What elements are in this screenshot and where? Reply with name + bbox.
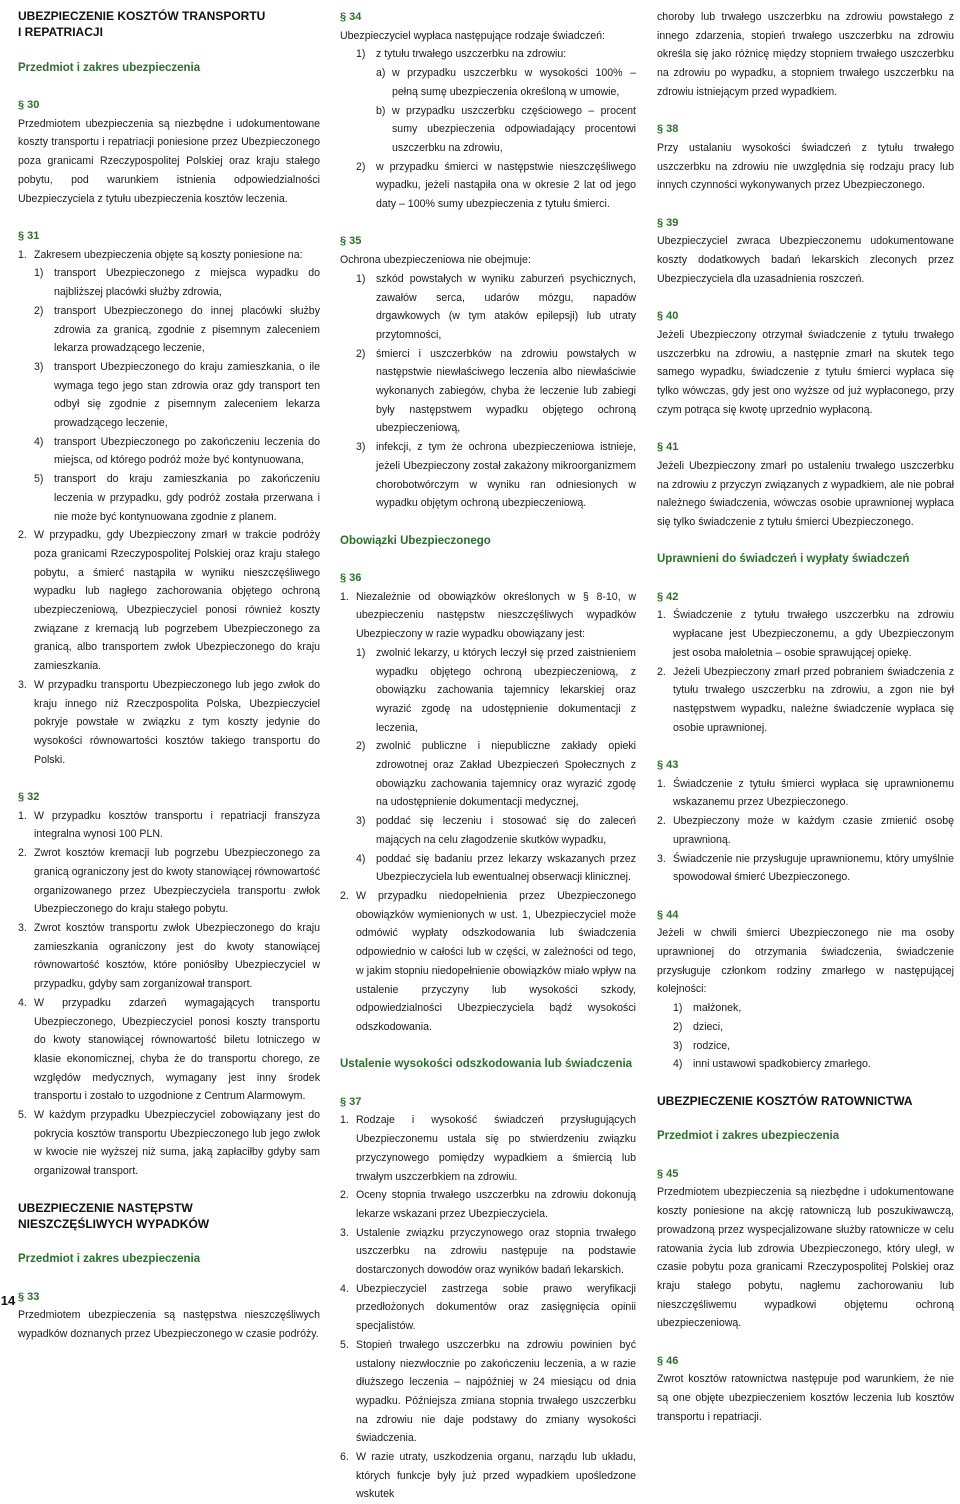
list-item-text: Niezależnie od obowiązków określonych w § 8-10, w ubezpieczeniu następstw nieszczęśliwych wypadków Ubezpieczony w razie wypadku obowiązany jest: xyxy=(356,590,636,641)
list-item xyxy=(18,526,320,676)
list-item-marker: 3) xyxy=(673,1039,683,1052)
spacer xyxy=(657,1146,954,1165)
spacer xyxy=(340,513,636,532)
spacer xyxy=(657,419,954,438)
list-item-text: Świadczenie z tytułu trwałego uszczerbku na zdrowiu wypłacane jest Ubezpieczonemu, a gdy Ubezpieczonym jest osoba małoletnia – osobie sprawującej opiekę. xyxy=(673,609,954,659)
list-item xyxy=(673,1018,954,1037)
paragraph: Jeżeli Ubezpieczony zmarł po ustaleniu trwałego uszczerbku na zdrowiu z przyczyn związanych z wypadkiem, ale nie pobrał należnego świadczenia, wówczas osobie uprawnionej wypłaca się tylko świadczenie z tytułu śmierci Ubezpieczonego. xyxy=(657,459,954,528)
paragraph: Ochrona ubezpieczeniowa nie obejmuje: xyxy=(340,254,531,267)
paragraph: Jeżeli Ubezpieczony otrzymał świadczenie z tytułu trwałego uszczerbku na zdrowiu, a następnie zmarł na skutek tego samego wypadku, świadczenie z tytułu śmierci wypłaca się tylko wówczas, gdy jest ono wyższe od już wypłaconego, przy czym potrąca się kwotę uprzednio wypłaconą. xyxy=(657,328,954,416)
column-middle xyxy=(340,8,636,1504)
list-item xyxy=(356,737,636,812)
list-item xyxy=(356,158,636,214)
list-item-marker: 4) xyxy=(673,1058,683,1071)
list-item xyxy=(340,1448,636,1504)
list-item xyxy=(34,470,320,526)
list-item-text: Jeżeli Ubezpieczony zmarł przed pobraniem świadczenia z tytułu trwałego uszczerbku na zdrowiu, a zgon nie był następstwem wypadku, należne świadczenie wypłaca się osobie uprawnionej. xyxy=(673,665,954,734)
page-number: 14 xyxy=(0,1293,16,1308)
list-item-marker: 1) xyxy=(673,1002,683,1015)
subsection-heading: Uprawnieni do świadczeń i wypłaty świadczeń xyxy=(657,553,910,566)
list-item-text: w przypadku uszczerbku w wysokości 100% – pełną sumę ubezpieczenia określoną w umowie, xyxy=(392,67,636,98)
list-item-text: Świadczenie nie przysługuje uprawnionemu, który umyślnie spowodował śmierć Ubezpieczonego. xyxy=(673,852,954,884)
spacer xyxy=(657,1109,954,1128)
list-item-text: Ustalenie związku przyczynowego oraz stopnia trwałego uszczerbku na zdrowiu następuje na podstawie dostarczonych dowodów oraz wyników badań lekarskich. xyxy=(356,1226,636,1277)
list-item xyxy=(356,438,636,513)
list-item xyxy=(340,588,636,644)
list-item xyxy=(340,1186,636,1223)
list-item-text: W przypadku niedopełnienia przez Ubezpieczonego obowiązków wymienionych w ust. 1, Ubezpieczyciel może odmówić wypłaty odszkodowania lub świadczenia odpowiednio w całości lub w części, w zależności od tego, w jakim stopniu niedopełnienie obowiązków miało wpływ na ustalenie przyczyny lub wysokości szkody, odpowiedzialności Ubezpieczyciela bądź wysokości odszkodowania. xyxy=(356,890,636,1033)
spacer xyxy=(657,1074,954,1093)
list-item-marker: 6. xyxy=(340,1451,349,1464)
list-item-marker: 2) xyxy=(34,304,44,317)
section-number: § 34 xyxy=(340,11,362,23)
list-item xyxy=(340,1280,636,1336)
spacer xyxy=(18,77,320,96)
subsection-heading: Przedmiot i zakres ubezpieczenia xyxy=(657,1130,840,1143)
list-item-marker: 2. xyxy=(18,847,27,860)
chapter-heading: I REPATRIACJI xyxy=(18,25,103,39)
list-item-text: Oceny stopnia trwałego uszczerbku na zdrowiu dokonują lekarze wskazani przez Ubezpieczyciela. xyxy=(356,1189,636,1220)
column-left xyxy=(18,8,320,1344)
list-item-text: transport Ubezpieczonego do innej placówki służby zdrowia za granicą, zgodnie z pisemnym zaleceniem lekarza prowadzącego leczenie, xyxy=(54,304,320,355)
list-item-text: W przypadku transportu Ubezpieczonego lub jego zwłok do kraju innego niż Rzeczpospolita Polska, Ubezpieczyciel pokryje powstałe w związku z tym koszty jedynie do wysokości równowartości kosztów takiego transportu do Polski. xyxy=(34,678,320,766)
list-item-marker: 4. xyxy=(18,996,27,1009)
list-item-text: zwolnić publiczne i niepubliczne zakłady opieki zdrowotnej oraz Zakład Ubezpieczeń Społecznych z obowiązku zachowania tajemnicy oraz wyrazić zgodę na udostępnienie dokumentacji medycznej, xyxy=(376,740,636,809)
section-number: § 33 xyxy=(18,1290,40,1303)
list-item-marker: 2. xyxy=(340,1189,349,1202)
list-item-text: W przypadku kosztów transportu i repatriacji franszyza integralna wynosi 100 PLN. xyxy=(34,809,320,841)
list-item-marker: 1. xyxy=(18,809,27,822)
list-item-marker: 1. xyxy=(340,590,349,603)
list-item-text: transport Ubezpieczonego do kraju zamieszkania, o ile wymaga tego jego stan zdrowia oraz gdy transport ten odbył się zgodnie z pisemnym zaleceniem lekarza prowadzącego leczenie, xyxy=(54,360,320,430)
section-number: § 42 xyxy=(657,590,679,603)
list-item-marker: 1) xyxy=(34,267,44,280)
section-number: § 46 xyxy=(657,1354,679,1367)
list-item xyxy=(340,887,636,1037)
list-item-text: poddać się leczeniu i stosować się do zaleceń mających na celu złagodzenie skutków wypadku, xyxy=(376,815,636,846)
chapter-heading: UBEZPIECZENIE NASTĘPSTW xyxy=(18,1200,193,1215)
subsection-heading: Obowiązki Ubezpieczonego xyxy=(340,534,491,547)
paragraph: Przedmiotem ubezpieczenia są niezbędne i udokumentowane koszty poniesione na akcję ratowniczą lub poszukiwawczą, prowadzoną przez wyspecjalizowane służby ratownicze w celu ratowania życia lub zdrowia Ubezpieczonego, który uległ, w czasie pobytu poza granicami Rzeczypospolitej Polskiej oraz kraju stałego pobytu, nagłemu zachorowaniu lub nieszczęśliwemu wypadkowi objętemu ochroną ubezpieczeniową. xyxy=(657,1186,954,1330)
list-item-text: infekcji, z tym że ochrona ubezpieczeniowa istnieje, jeżeli Ubezpieczony został zakażony mikroorganizmem chorobotwórczym w wyniku ran odniesionych w wypadku objętym ochroną ubezpieczeniową. xyxy=(376,441,636,510)
list-item-text: Ubezpieczony może w każdym czasie zmienić osobę uprawnioną. xyxy=(673,815,954,846)
list-item xyxy=(376,64,636,101)
spacer xyxy=(657,569,954,588)
paragraph: Ubezpieczyciel wypłaca następujące rodzaje świadczeń: xyxy=(340,29,605,42)
list-item xyxy=(340,1224,636,1280)
list-item-text: szkód powstałych w wyniku zaburzeń psychicznych, zawałów serca, udarów mózgu, napadów drgawkowych (w tym ataków epilepsji) lub utraty przytomności, xyxy=(376,272,636,341)
list-item xyxy=(657,850,954,887)
spacer xyxy=(18,208,320,227)
section-number: § 45 xyxy=(657,1167,679,1180)
subsection-heading: Przedmiot i zakres ubezpieczenia xyxy=(18,1253,201,1266)
list-item-marker: b) xyxy=(376,104,386,117)
section-number: § 39 xyxy=(657,216,679,229)
list-item-text: poddać się badaniu przez lekarzy wskazanych przez Ubezpieczyciela lub ewentualnej obserwacji klinicznej. xyxy=(376,852,636,884)
list-item-text: Stopień trwałego uszczerbku na zdrowiu powinien być ustalony niezwłocznie po zakończeniu leczenia, a w razie dłuższego leczenia – najpóźniej w 24 miesiącu od dnia wypadku. Późniejsza zmiana stopnia trwałego uszczerbku na zdrowiu nie daje podstawy do zmiany wysokości świadczenia. xyxy=(356,1338,636,1445)
list-item-marker: 5. xyxy=(18,1109,27,1122)
paragraph: Przedmiotem ubezpieczenia są niezbędne i udokumentowane koszty transportu i repatriacji poniesione przez Ubezpieczonego poza granicami Rzeczypospolitej Polskiej oraz kraju stałego pobytu, pod warunkiem istnienia odpowiedzialności Ubezpieczyciela z tytułu ubezpieczenia kosztów leczenia. xyxy=(18,117,320,205)
chapter-heading: NIESZCZĘŚLIWYCH WYPADKÓW xyxy=(18,1216,210,1231)
chapter-heading: UBEZPIECZENIE KOSZTÓW TRANSPORTU xyxy=(18,9,266,23)
list-item-text: transport Ubezpieczonego z miejsca wypadku do najbliższej placówki służby zdrowia, xyxy=(54,267,320,299)
list-item-marker: 5. xyxy=(340,1338,349,1351)
section-number: § 43 xyxy=(657,759,679,772)
spacer xyxy=(657,532,954,551)
list-item xyxy=(18,994,320,1106)
list-item-text: śmierci i uszczerbków na zdrowiu powstałych w następstwie niewłaściwego leczenia albo niewłaściwie wykonanych zabiegów, chyba że leczenie lub zabiegi były następstwem wypadku objętego ochroną ubezpieczeniową, xyxy=(376,347,636,435)
list-item-marker: 5) xyxy=(34,473,44,486)
spacer xyxy=(18,1232,320,1251)
list-item xyxy=(657,606,954,662)
list-item xyxy=(34,302,320,358)
section-number: § 36 xyxy=(340,572,362,585)
spacer xyxy=(340,1074,636,1093)
section-number: § 32 xyxy=(18,791,40,804)
spacer xyxy=(657,1333,954,1352)
list-item xyxy=(356,812,636,849)
list-item-marker: 3. xyxy=(657,852,666,865)
list-item xyxy=(657,812,954,849)
section-number: § 38 xyxy=(657,123,679,136)
spacer xyxy=(18,1269,320,1288)
section-number: § 31 xyxy=(18,229,40,242)
list-item xyxy=(34,358,320,433)
paragraph: Jeżeli w chwili śmierci Ubezpieczonego nie ma osoby uprawnionej do otrzymania świadczenia, świadczenie przysługuje członkom rodziny zmarłego w następującej kolejności: xyxy=(657,927,954,996)
paragraph: Zwrot kosztów ratownictwa następuje pod warunkiem, że nie są one objęte ubezpieczeniem kosztów leczenia lub kosztów transportu i repatriacji. xyxy=(657,1373,954,1423)
section-number: § 37 xyxy=(340,1095,362,1108)
list-item-text: Rodzaje i wysokość świadczeń przysługujących Ubezpieczonemu ustala się po stwierdzeniu związku przyczynowego pomiędzy wypadkiem a śmiercią lub trwałym uszczerbkiem na zdrowiu. xyxy=(356,1114,636,1183)
list-item-marker: 2) xyxy=(356,347,366,360)
list-item-text: W przypadku zdarzeń wymagających transportu Ubezpieczonego, Ubezpieczyciel ponosi koszty transportu do kwoty stanowiącej równowartość biletu lotniczego w klasie ekonomicznej, chyba że do transportu chorego, ze względów medycznych, wymagany jest inny środek transportu i zostało to uzgodnione z Centrum Alarmowym. xyxy=(34,996,320,1103)
list-item xyxy=(34,433,320,470)
list-item xyxy=(673,1055,954,1074)
list-item-marker: a) xyxy=(376,67,386,80)
list-item-text: rodzice, xyxy=(693,1039,731,1052)
list-item-marker: 1. xyxy=(340,1114,349,1127)
list-item-marker: 2. xyxy=(340,890,349,902)
section-number: § 41 xyxy=(657,441,679,454)
spacer xyxy=(657,289,954,308)
list-item-marker: 3. xyxy=(18,678,27,691)
list-item-marker: 3. xyxy=(340,1226,349,1239)
list-item-marker: 2. xyxy=(657,815,666,828)
list-item xyxy=(356,345,636,439)
list-item xyxy=(34,264,320,301)
section-number: § 30 xyxy=(18,99,40,112)
list-item-marker: 3) xyxy=(356,441,366,454)
paragraph: Przedmiotem ubezpieczenia są następstwa nieszczęśliwych wypadków doznanych przez Ubezpieczonego w czasie podróży. xyxy=(18,1309,320,1340)
list-item xyxy=(340,1111,636,1186)
list-item-marker: 1. xyxy=(657,777,666,790)
list-item xyxy=(340,1336,636,1448)
list-item-text: Zwrot kosztów kremacji lub pogrzebu Ubezpieczonego za granicą ograniczony jest do kwoty stanowiącej równowartość organizowanego przez Ubezpieczyciela transportu zwłok Ubezpieczonego do kraju stałego pobytu. xyxy=(34,847,320,916)
list-item-text: W razie utraty, uszkodzenia organu, narządu lub układu, których funkcje były już przed wypadkiem upośledzone wskutek xyxy=(356,1451,636,1501)
list-item-marker: 3. xyxy=(18,921,27,934)
list-item-marker: 4. xyxy=(340,1282,349,1295)
list-item-marker: 2) xyxy=(356,160,366,173)
spacer xyxy=(340,214,636,233)
list-item-text: Świadczenie z tytułu śmierci wypłaca się uprawnionemu wskazanemu przez Ubezpieczonego. xyxy=(673,777,954,809)
paragraph: Ubezpieczyciel zwraca Ubezpieczonemu udokumentowane koszty dodatkowych badań lekarskich zleconych przez Ubezpieczyciela dla uzasadnienia roszczeń. xyxy=(657,235,954,285)
list-item-marker: 1. xyxy=(18,248,27,261)
spacer xyxy=(18,1181,320,1200)
list-item-text: W każdym przypadku Ubezpieczyciel zobowiązany jest do pokrycia kosztów transportu Ubezpieczonego lub jego zwłok w kwocie nie wyższej niż suma, jaką zapłaciłby gdyby sam organizował transport. xyxy=(34,1109,320,1178)
section-number: § 44 xyxy=(657,908,679,921)
list-item-text: Zwrot kosztów transportu zwłok Ubezpieczonego do kraju zamieszkania ograniczony jest do kwoty stanowiącej równowartość kosztów, które poniósłby Ubezpieczyciel w przypadku, gdyby sam zorganizował transport. xyxy=(34,921,320,991)
list-item-text: w przypadku uszczerbku częściowego – procent sumy ubezpieczenia odpowiadający procentowi uszczerbku na zdrowiu, xyxy=(392,104,636,154)
list-item xyxy=(18,919,320,994)
list-item xyxy=(376,102,636,158)
list-item-marker: 2. xyxy=(18,529,27,542)
list-item-text: W przypadku, gdy Ubezpieczony zmarł w trakcie podróży poza granicami Rzeczypospolitej Polskiej oraz kraju stałego pobytu, a śmierć nastąpiła w wyniku nieszczęśliwego wypadku lub nagłego zachorowania objętego ochroną ubezpieczeniową, Ubezpieczyciel ponosi również koszty związane z kremacją lub pogrzebem Ubezpieczonego za granicą, albo transportem zwłok Ubezpieczonego do kraju zamieszkania. xyxy=(34,529,320,673)
list-item-text: Zakresem ubezpieczenia objęte są koszty poniesione na: xyxy=(34,248,303,261)
list-item-text: małżonek, xyxy=(693,1002,742,1015)
list-item-marker: 2) xyxy=(356,740,366,753)
spacer xyxy=(657,195,954,214)
list-item-text: w przypadku śmierci w następstwie nieszczęśliwego wypadku, jeżeli nastąpiła ona w okresie 2 lat od jego daty – 100% sumy ubezpieczenia z tytułu śmierci. xyxy=(376,160,636,211)
subsection-heading: Ustalenie wysokości odszkodowania lub świadczenia xyxy=(340,1058,633,1071)
spacer xyxy=(340,1037,636,1056)
list-item-marker: 3) xyxy=(356,815,366,828)
list-item xyxy=(356,644,636,738)
list-item-marker: 1) xyxy=(356,272,366,285)
list-item-text: transport do kraju zamieszkania po zakończeniu leczenia w przypadku, gdy podróż została przerwana i nie może być kontynuowana zgodnie z planem. xyxy=(54,473,320,523)
spacer xyxy=(340,550,636,569)
list-item xyxy=(18,807,320,844)
list-item-text: transport Ubezpieczonego po zakończeniu leczenia do miejsca, od którego podróż może być kontynuowana, xyxy=(54,435,320,467)
list-item-text: inni ustawowi spadkobiercy zmarłego. xyxy=(693,1058,871,1071)
paragraph: Przy ustalaniu wysokości świadczeń z tytułu trwałego uszczerbku na zdrowiu nie uwzględnia się rodzaju pracy lub innych czynności wykonywanych przez Ubezpieczonego. xyxy=(657,141,954,192)
list-item xyxy=(657,663,954,738)
list-item xyxy=(657,775,954,812)
chapter-heading: UBEZPIECZENIE KOSZTÓW RATOWNICTWA xyxy=(657,1093,913,1108)
list-item-marker: 4) xyxy=(34,435,44,448)
list-item-marker: 2) xyxy=(673,1020,683,1033)
column-right xyxy=(657,8,954,1427)
list-item xyxy=(18,844,320,919)
spacer xyxy=(18,769,320,788)
list-item-text: z tytułu trwałego uszczerbku na zdrowiu: xyxy=(376,48,567,61)
list-item-marker: 3) xyxy=(34,360,44,373)
list-item xyxy=(18,1106,320,1181)
list-item-marker: 2. xyxy=(657,665,666,678)
list-item xyxy=(18,676,320,770)
list-item-marker: 1) xyxy=(356,48,366,61)
list-item xyxy=(356,850,636,887)
list-item xyxy=(673,999,954,1018)
list-item-marker: 1. xyxy=(657,609,666,622)
list-item-marker: 1) xyxy=(356,646,366,659)
list-item xyxy=(356,45,636,64)
list-item-marker: 4) xyxy=(356,852,366,865)
list-item xyxy=(18,246,320,265)
spacer xyxy=(657,887,954,906)
list-item-text: dzieci, xyxy=(693,1020,724,1033)
spacer xyxy=(657,102,954,121)
list-item-text: zwolnić lekarzy, u których leczył się przed zaistnieniem wypadku objętego ochroną ubezpieczeniową, z obowiązku zachowania tajemnicy lekarskiej oraz wyrazić zgodę na udostępnienie dokumentacji z leczenia, xyxy=(376,646,636,734)
section-number: § 40 xyxy=(657,310,679,323)
list-item-text: Ubezpieczyciel zastrzega sobie prawo weryfikacji przedłożonych dokumentów oraz zasięgnięcia opinii specjalistów. xyxy=(356,1282,636,1333)
list-item xyxy=(356,270,636,345)
spacer xyxy=(18,40,320,59)
section-number: § 35 xyxy=(340,235,362,248)
subsection-heading: Przedmiot i zakres ubezpieczenia xyxy=(18,61,201,74)
paragraph: choroby lub trwałego uszczerbku na zdrowiu powstałego z innego zdarzenia, stopień trwałego uszczerbku na zdrowiu określa się jako różnicę między stopniem trwałego uszczerbku na zdrowiu po wypadku, a stopniem trwałego uszczerbku na zdrowiu istniejącym przed wypadkiem. xyxy=(657,11,954,98)
list-item xyxy=(673,1037,954,1056)
spacer xyxy=(657,737,954,756)
